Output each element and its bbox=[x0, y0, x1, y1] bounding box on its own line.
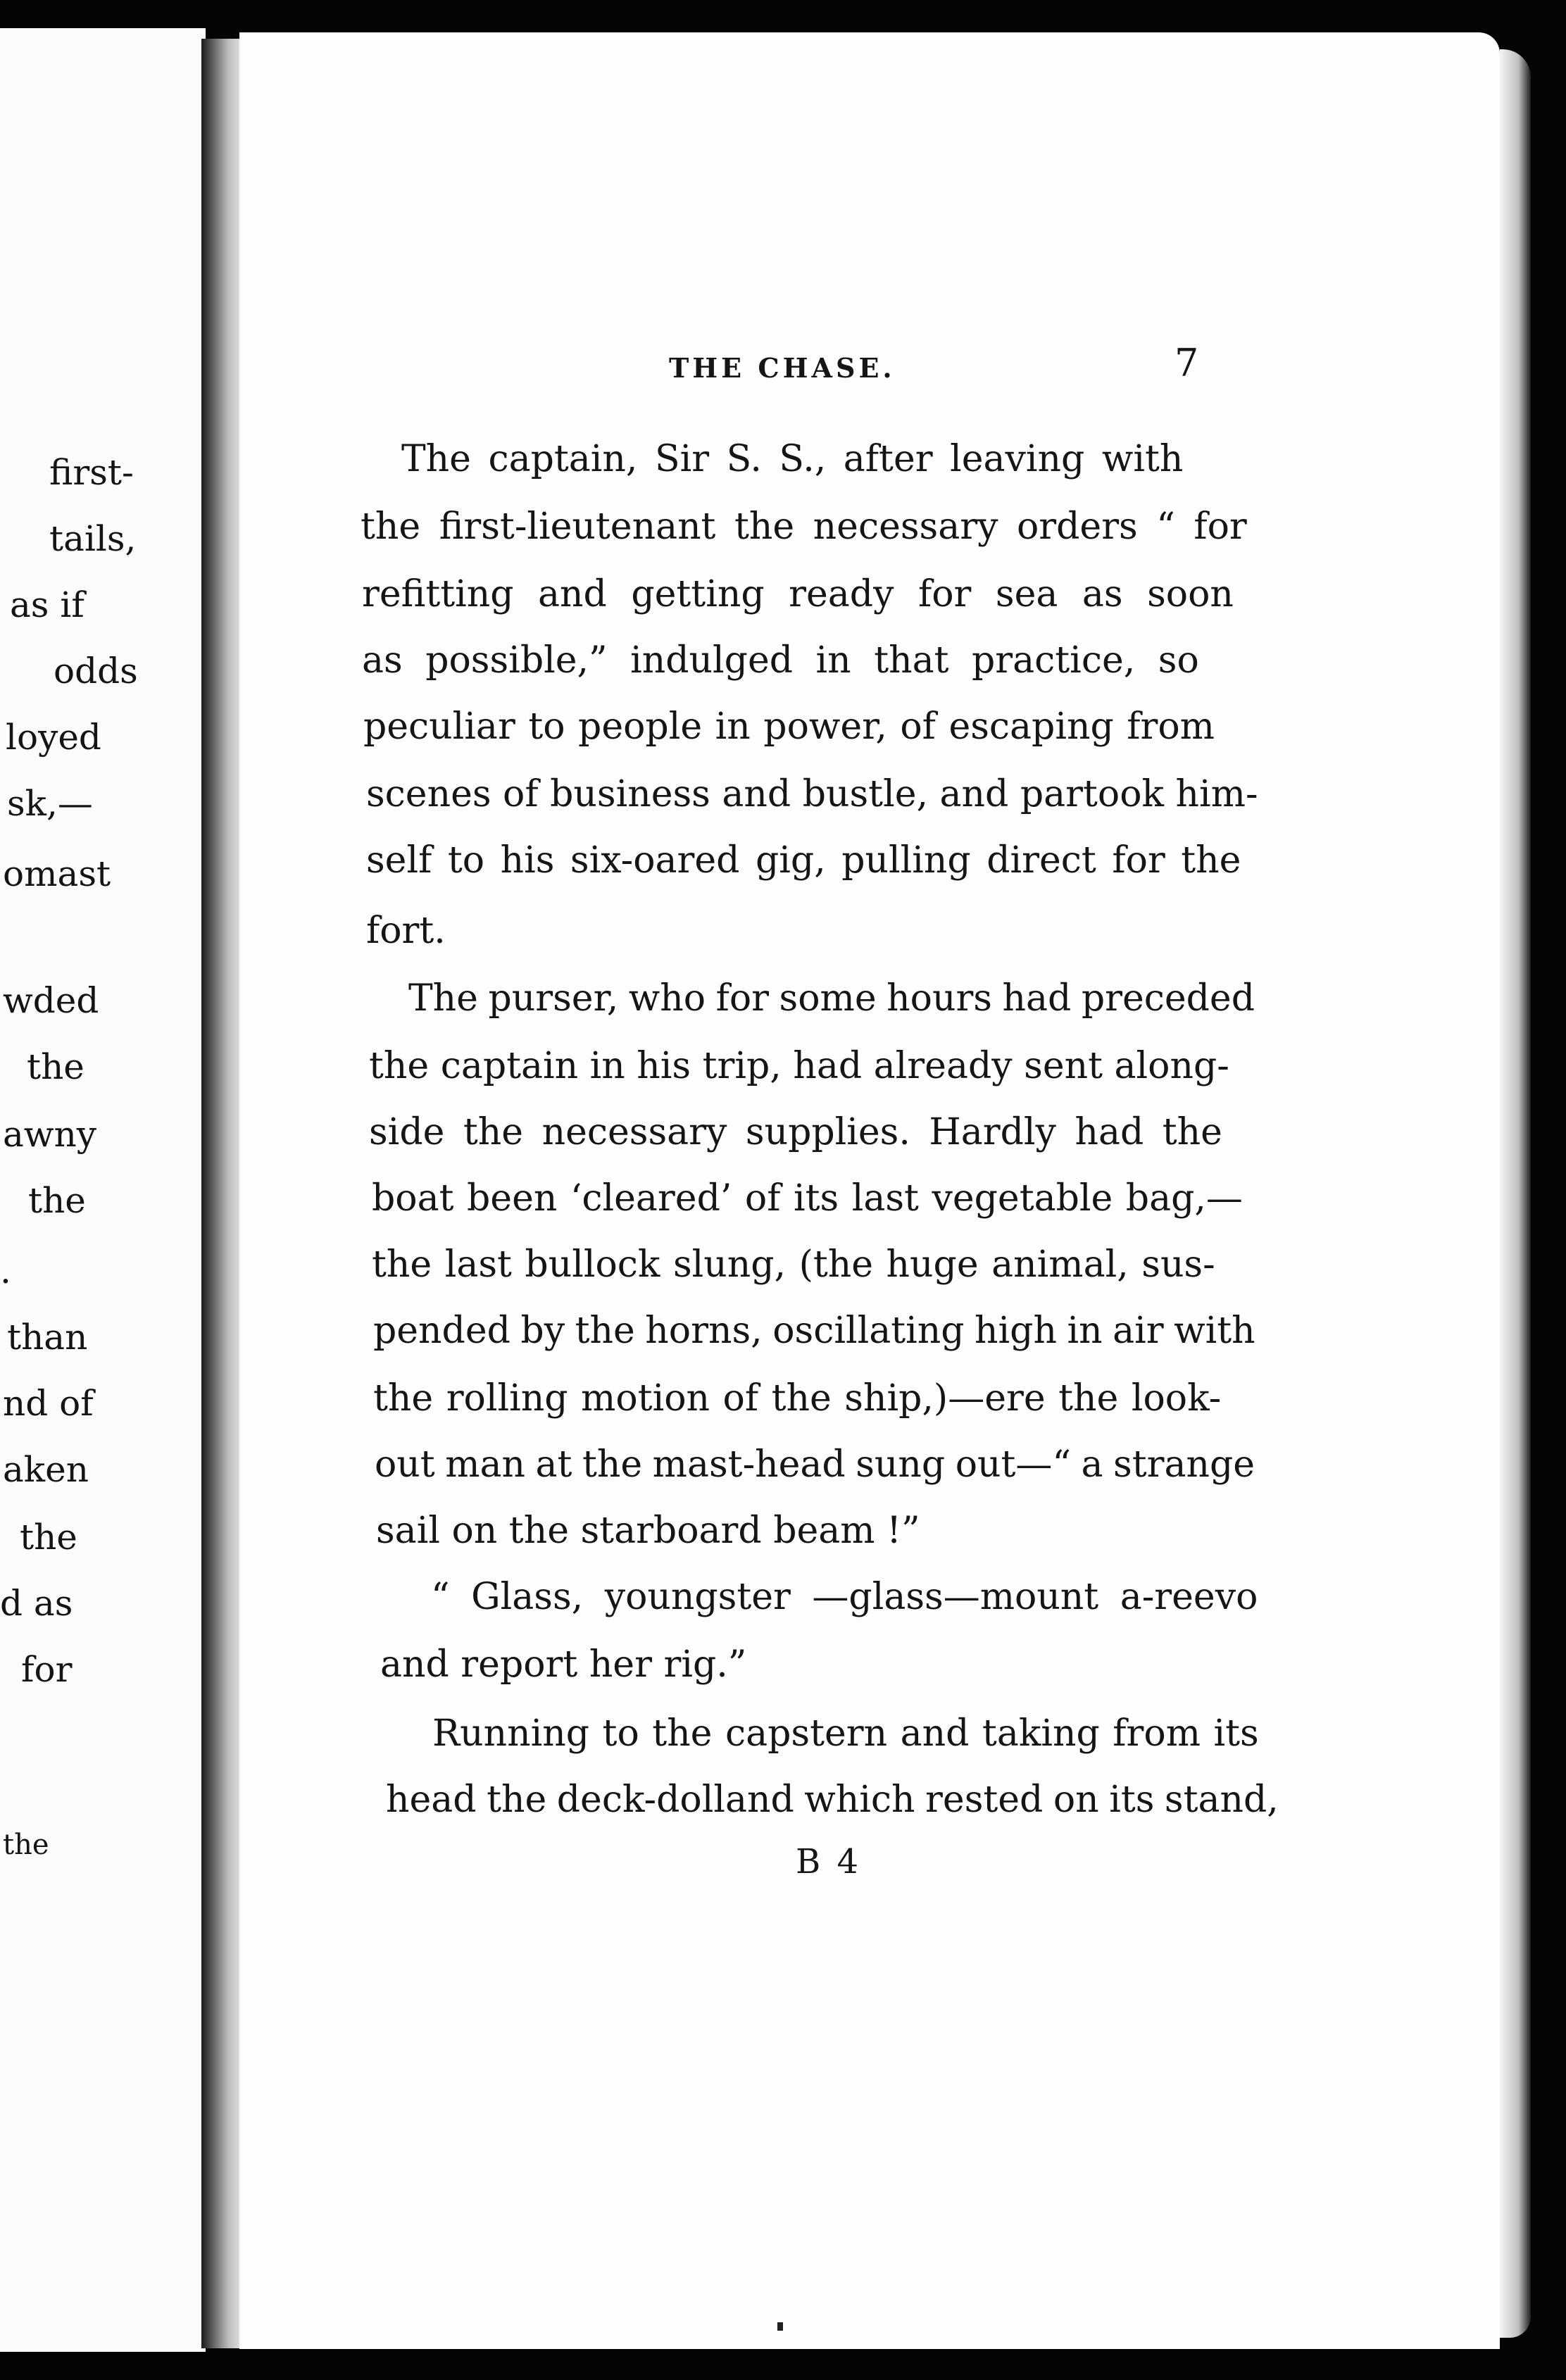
left-page-fragment: . bbox=[0, 1251, 11, 1291]
left-page-fragment: sk,— bbox=[7, 783, 93, 824]
text-line: the rolling motion of the ship,)—ere the look- bbox=[373, 1377, 1222, 1420]
text-line: self to his six-oared gig, pulling direct for the bbox=[366, 839, 1241, 882]
signature-mark: B 4 bbox=[796, 1842, 862, 1881]
left-page-fragment: aken bbox=[3, 1449, 89, 1490]
left-page-fragment: d as bbox=[0, 1583, 73, 1624]
text-line: scenes of business and bustle, and partook him- bbox=[366, 773, 1258, 815]
left-page-fragment: as if bbox=[10, 584, 84, 625]
text-line: The purser, who for some hours had preceded bbox=[408, 977, 1255, 1020]
text-line: the first-lieutenant the necessary orders “ for bbox=[361, 506, 1247, 548]
text-line: refitting and getting ready for sea as soon bbox=[362, 573, 1234, 615]
text-line: out man at the mast-head sung out—“ a strange bbox=[375, 1443, 1255, 1486]
text-line: pended by the horns, oscillating high in air with bbox=[373, 1310, 1255, 1352]
left-page-fragment: the bbox=[27, 1046, 84, 1087]
left-page-fragment: nd of bbox=[3, 1383, 94, 1424]
text-line: and report her rig.” bbox=[380, 1643, 747, 1686]
left-page-fragment: odds bbox=[54, 651, 138, 691]
page-number: 7 bbox=[1174, 341, 1199, 385]
left-page-fragment: for bbox=[21, 1649, 73, 1690]
page-edge-shadow bbox=[1500, 49, 1531, 2338]
left-page-fragment: wded bbox=[3, 980, 99, 1021]
left-page-fragment: awny bbox=[3, 1114, 97, 1155]
left-page-fragment: than bbox=[7, 1317, 88, 1358]
left-page-fragment: first- bbox=[49, 452, 134, 493]
text-line: Running to the capstern and taking from its bbox=[432, 1712, 1259, 1755]
text-line: as possible,” indulged in that practice, so bbox=[362, 639, 1199, 682]
left-page-fragment: the bbox=[20, 1517, 77, 1558]
text-line: the last bullock slung, (the huge animal, sus- bbox=[372, 1244, 1215, 1286]
text-line: The captain, Sir S. S., after leaving with bbox=[401, 438, 1184, 480]
running-head: THE CHASE. bbox=[669, 352, 896, 384]
text-line: fort. bbox=[366, 910, 446, 952]
left-facing-page bbox=[0, 28, 206, 2352]
text-line: “ Glass, youngster —glass—mount a-reevo bbox=[431, 1576, 1258, 1618]
text-line: sail on the starboard beam !” bbox=[376, 1510, 920, 1552]
left-page-fragment: the bbox=[3, 1829, 49, 1861]
text-line: the captain in his trip, had already sent along- bbox=[369, 1045, 1229, 1087]
scan-speck bbox=[777, 2322, 783, 2331]
text-line: boat been ‘cleared’ of its last vegetable bag,— bbox=[372, 1177, 1243, 1220]
left-page-fragment: tails, bbox=[49, 518, 137, 559]
left-page-fragment: omast bbox=[3, 853, 111, 894]
text-line: head the deck-dolland which rested on its stand, bbox=[386, 1779, 1279, 1821]
text-line: side the necessary supplies. Hardly had the bbox=[369, 1111, 1222, 1153]
left-page-fragment: loyed bbox=[6, 717, 101, 758]
text-line: peculiar to people in power, of escaping from bbox=[363, 706, 1215, 748]
left-page-fragment: the bbox=[28, 1180, 86, 1221]
